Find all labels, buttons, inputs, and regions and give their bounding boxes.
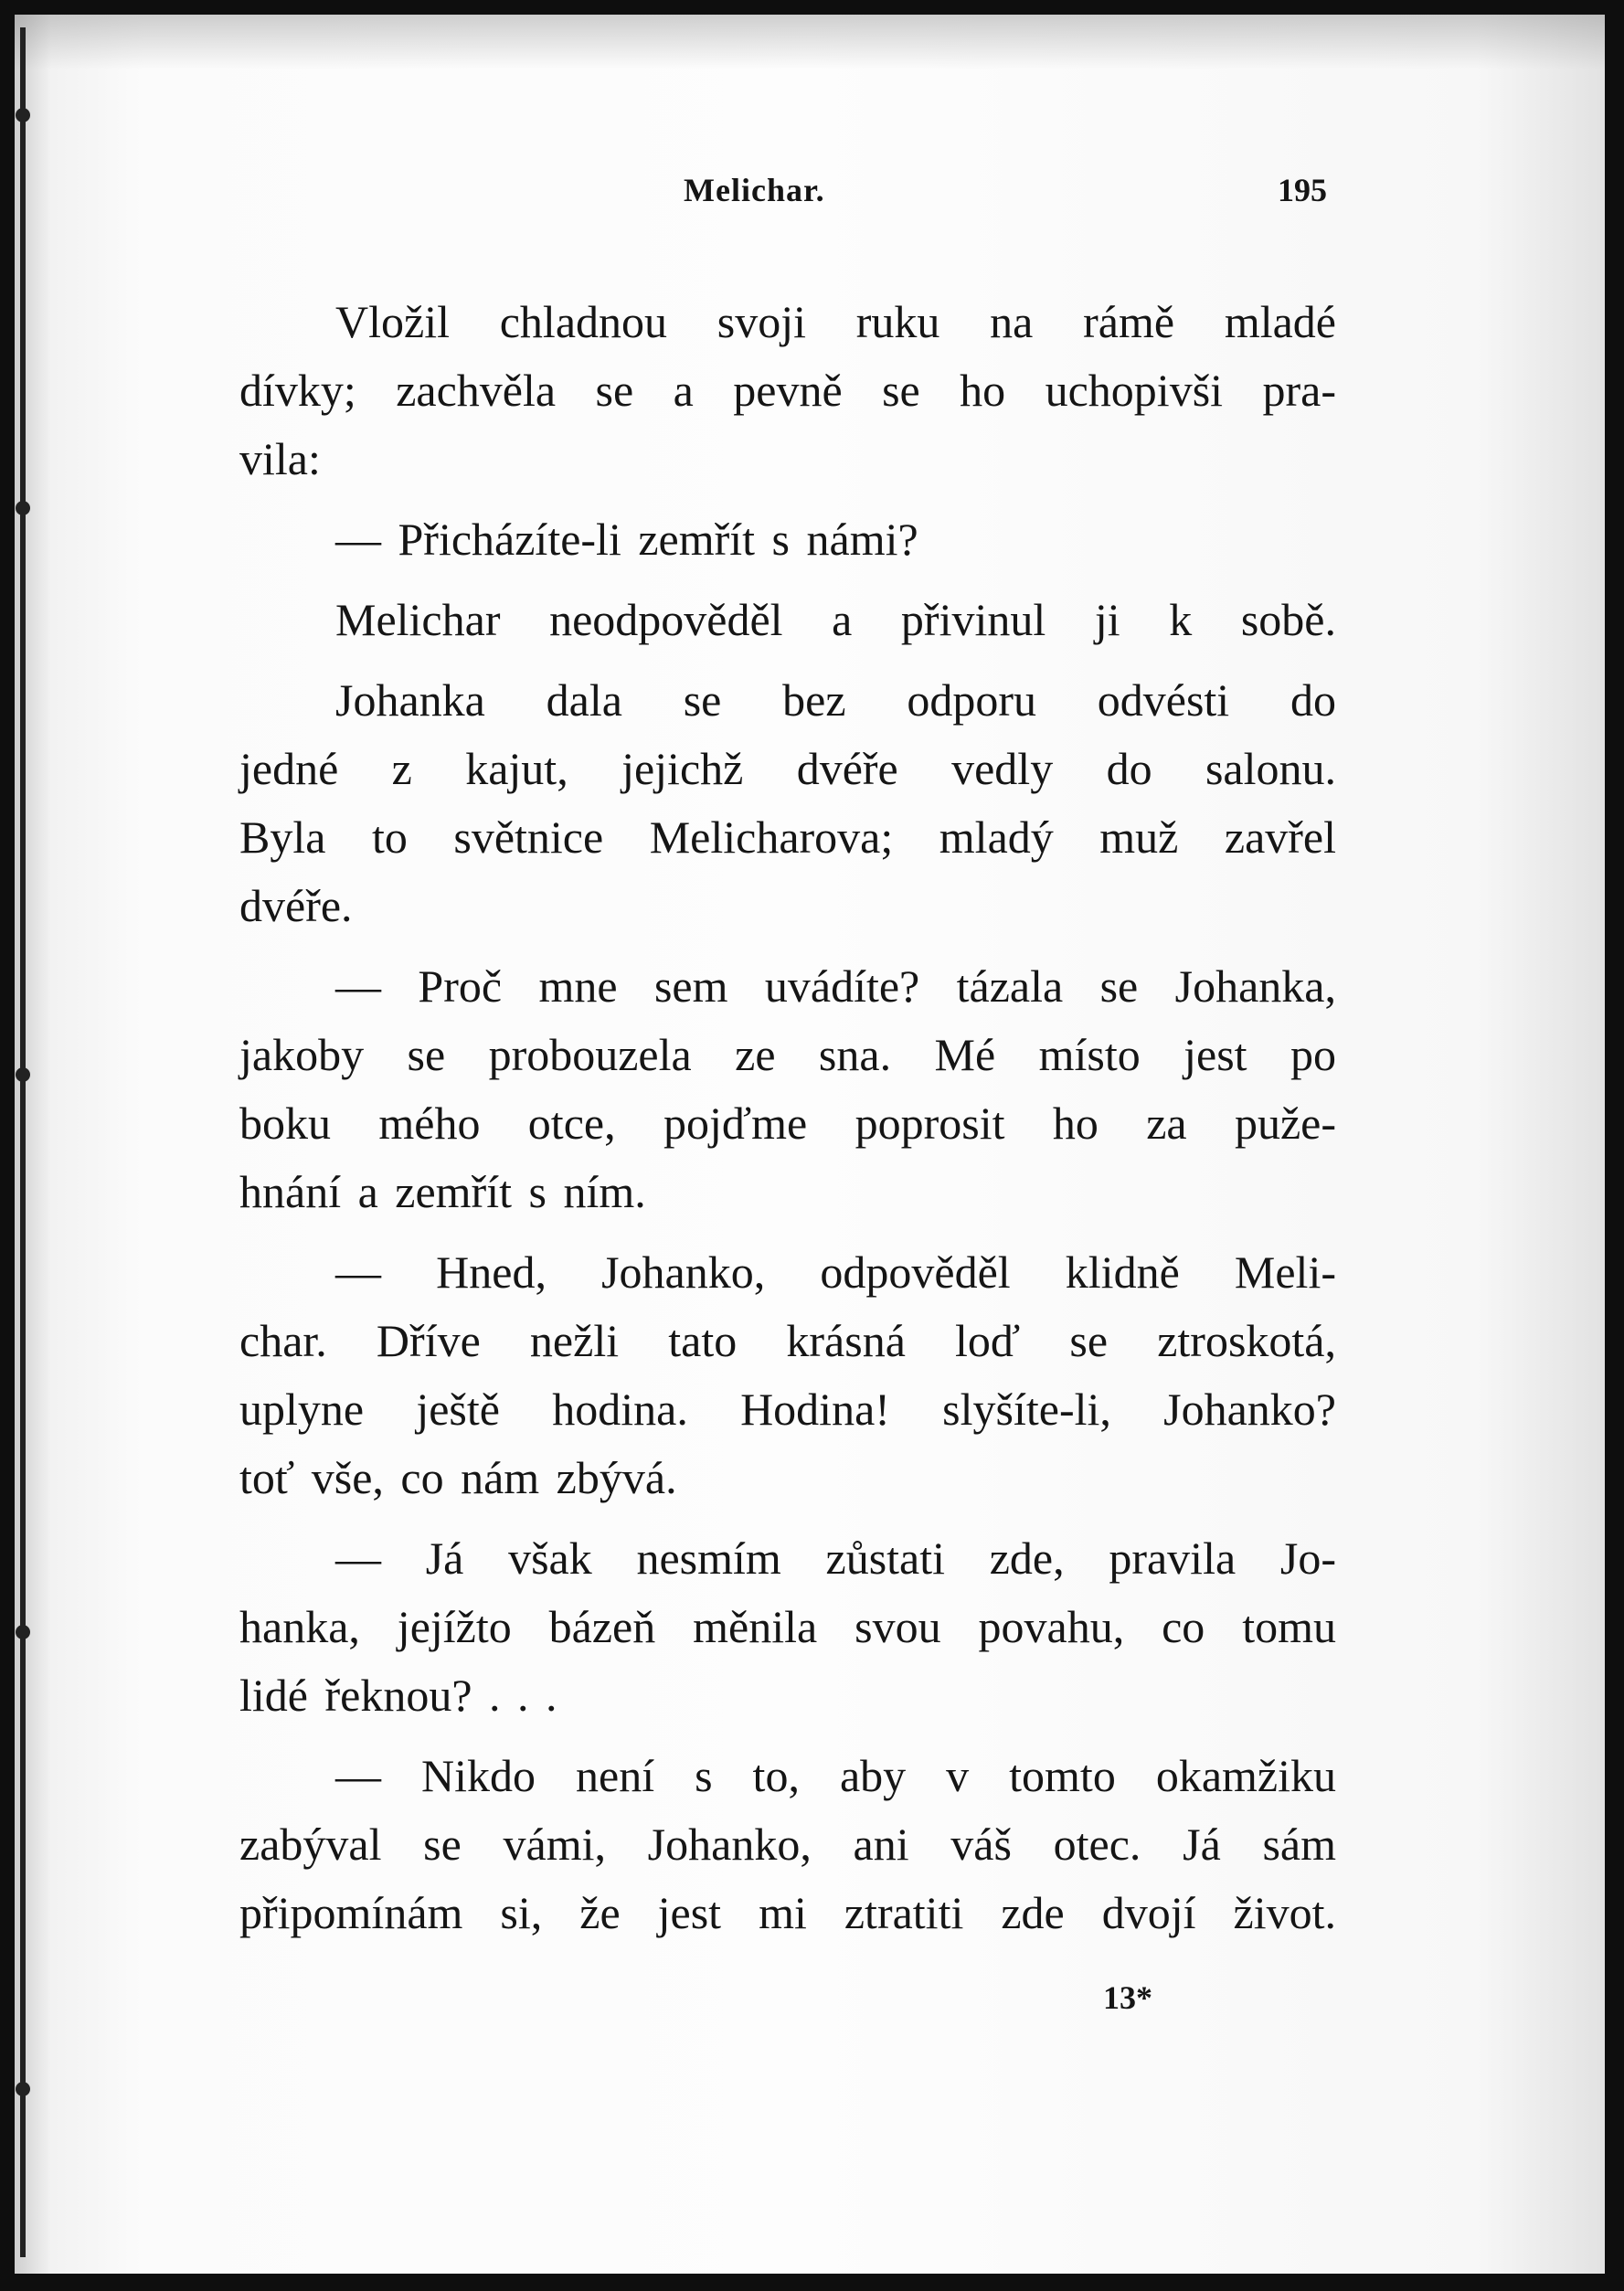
- text-line: Byla to světnice Melicharova; mladý muž zavřel: [239, 811, 1336, 863]
- text-line: jakoby se probouzela ze sna. Mé místo jest po: [239, 1029, 1336, 1080]
- text-line: uplyne ještě hodina. Hodina! slyšíte-li, Johanko?: [239, 1384, 1336, 1435]
- text-line: toť vše, co nám zbývá.: [239, 1452, 677, 1503]
- text-line: dívky; zachvěla se a pevně se ho uchopivši pra-: [239, 365, 1336, 416]
- page-number: 195: [1278, 172, 1327, 208]
- text-line: Melichar neodpověděl a přivinul ji k sobě.: [335, 594, 1336, 645]
- paragraph: [239, 586, 1336, 654]
- text-line: — Já však nesmím zůstati zde, pravila Jo-: [335, 1533, 1336, 1584]
- text-line: boku mého otce, pojďme poprosit ho za puže-: [239, 1098, 1336, 1149]
- text-line: — Proč mne sem uvádíte? tázala se Johanka,: [335, 960, 1336, 1012]
- signature-mark: 13*: [1103, 1979, 1152, 2016]
- text-line: připomínám si, že jest mi ztratiti zde dvojí život.: [239, 1887, 1336, 1938]
- text-line: vila:: [239, 433, 321, 484]
- paragraph: [239, 1238, 1336, 1512]
- text-line: — Hned, Johanko, odpověděl klidně Meli-: [335, 1246, 1336, 1298]
- paragraph: [239, 666, 1336, 940]
- binding-mark: [16, 1625, 30, 1639]
- text-line: Vložil chladnou svoji ruku na rámě mladé: [335, 296, 1336, 347]
- text-line: — Přicházíte-li zemřít s námi?: [335, 514, 918, 565]
- binding-mark: [16, 501, 30, 515]
- text-line: hanka, jejížto bázeň měnila svou povahu, co tomu: [239, 1601, 1336, 1652]
- text-line: zabýval se vámi, Johanko, ani váš otec. Já sám: [239, 1819, 1336, 1870]
- text-line: Johanka dala se bez odporu odvésti do: [335, 674, 1336, 726]
- binding-mark: [16, 1067, 30, 1082]
- binding-mark: [16, 2082, 30, 2096]
- binding-edge: [20, 27, 26, 2257]
- book-page: [239, 160, 1336, 2079]
- paragraph: [239, 1524, 1336, 1730]
- paragraph: [239, 288, 1336, 493]
- body-text: [239, 288, 1336, 1959]
- text-line: jedné z kajut, jejichž dvéře vedly do salonu.: [239, 743, 1336, 794]
- text-line: dvéře.: [239, 880, 353, 931]
- page-top-shadow: [15, 15, 1605, 69]
- binding-mark: [16, 108, 30, 122]
- running-head: [239, 171, 1336, 226]
- paragraph: [239, 1742, 1336, 1947]
- paragraph: [239, 505, 1336, 574]
- text-line: — Nikdo není s to, aby v tomto okamžiku: [335, 1750, 1336, 1801]
- paragraph: [239, 952, 1336, 1226]
- text-line: hnání a zemřít s ním.: [239, 1166, 646, 1217]
- text-line: lidé řeknou? . . .: [239, 1670, 557, 1721]
- running-head-title: Melichar.: [684, 172, 825, 208]
- text-line: char. Dříve nežli tato krásná loď se ztroskotá,: [239, 1315, 1336, 1366]
